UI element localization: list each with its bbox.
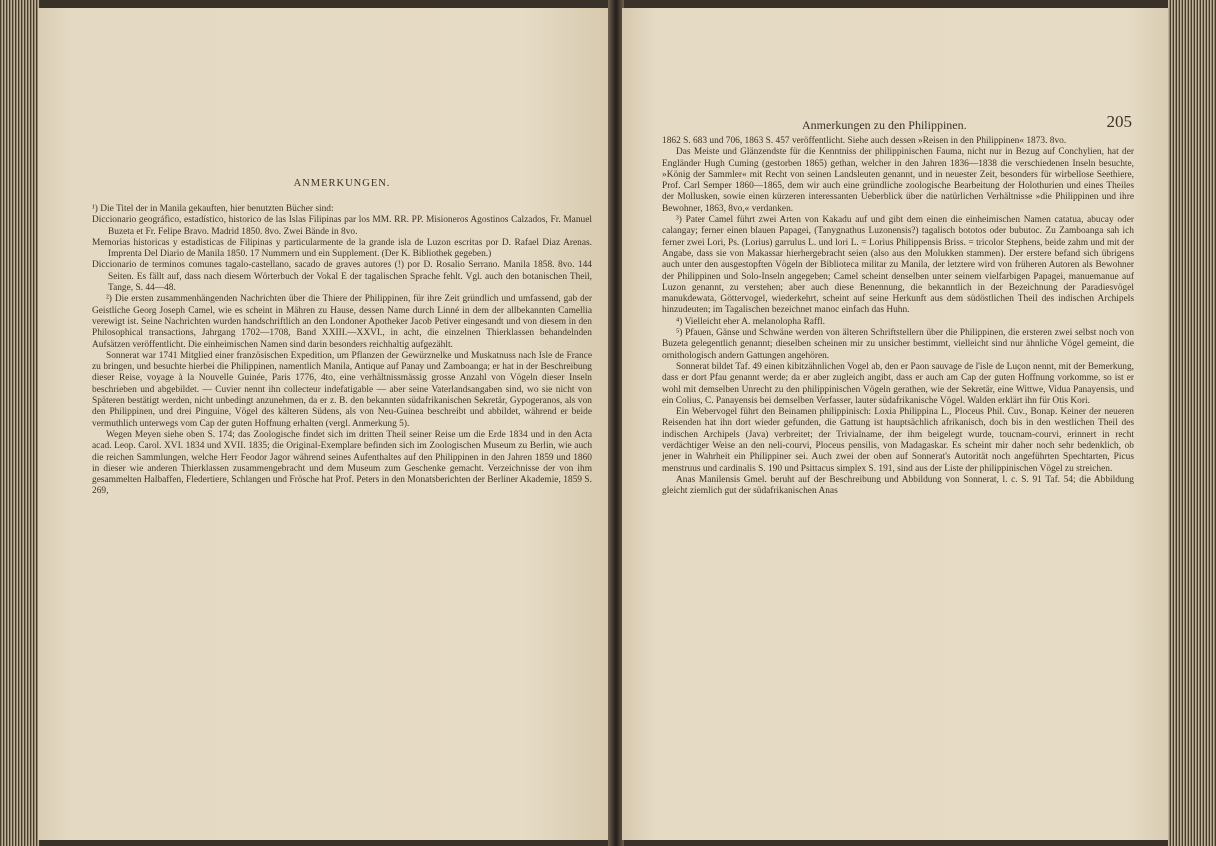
paragraph: 1862 S. 683 und 706, 1863 S. 457 veröffentlicht. Siehe auch dessen »Reisen in den Philippinen« 1873. 8vo.	[662, 136, 1067, 146]
footnote-5: ⁵) Pfauen, Gänse und Schwäne werden von älteren Schriftstellern über die Philippinen, die ersteren zwei selbst noch von Buzeta gelegentlich genannt; dieselben scheinen mir zu unsicher bestimmt, vielleicht sind nur ähnliche Vögel gemeint, die ornithologisch andern Gattungen angehören.	[662, 328, 1134, 361]
running-head: Anmerkungen zu den Philippinen.	[802, 118, 967, 132]
bibliography-entry: Diccionario geográfico, estadístico, historico de las Islas Filipinas par los MM. RR. PP. Misioneros Agostinos Calzados, Fr. Manuel Buzeta et Fr. Felipe Bravo. Madrid 1850. 8vo. Zwei Bände in 8vo.	[92, 215, 592, 237]
left-page	[38, 8, 610, 840]
paragraph: Wegen Meyen siehe oben S. 174; das Zoologische findet sich im dritten Theil seiner Reise um die Erde 1834 und in den Acta acad. Leop. Carol. XVI. 1834 und XVII. 1835; die Original-Exemplare befinden sich im Zoologischen Museum zu Berlin, wie auch die reichen Sammlungen, welche Herr Feodor Jagor während seines Aufenthaltes auf den Philippinen in den Jahren 1859 und 1860 in dieser wie anderen Thierklassen zusammengebracht und dem Museum zum Geschenke gemacht. Verzeichnisse der von ihm gesammelten Halbaffen, Fledertiere, Schlangen und Frösche hat Prof. Peters in den Monatsberichten der Berliner Akademie, 1859 S. 269,	[92, 429, 592, 497]
right-page	[622, 8, 1170, 840]
paragraph: Das Meiste und Glänzendste für die Kenntniss der philippinischen Fauma, nicht nur in Bezug auf Conchylien, hat der Engländer Hugh Cuming (gestorben 1865) gethan, welcher in den Jahren 1836—1838 die verschiedenen Inseln besuchte, »König der Sammler« mit Recht von seinen Landsleuten genannt, und in neuester Zeit, besonders für wirbellose Seethiere, Prof. Carl Semper 1860—1865, dem wir auch eine gründliche zoologische Bearbeitung der Holothurien und eines Theiles der Mollusken, sowie einen kürzeren interessanten Ueberblick über die natürlichen Verhältnisse »die Philippinen und ihre Bewohner, 1863, 8vo,« verdanken.	[662, 147, 1134, 214]
paragraph: Sonnerat bildet Taf. 49 einen kibitzähnlichen Vogel ab, den er Paon sauvage de l'isle de Luçon nennt, mit der Bemerkung, dass er dort Pfau genannt werde; da er aber zugleich angibt, dass er auch am Cap der guten Hoffnung vorkomme, so ist er wohl mit demselben Unrecht zu den philippinischen Vögeln gerathen, wie der Sekretär, eine Wittwe, Vidua Panayensis, und ein Colius, C. Panayensis bei demselben Verfasser, lauter südafrikanische Vögel. Walden erklärt ihn für Otis Kori.	[662, 361, 1134, 406]
section-heading: ANMERKUNGEN.	[293, 178, 391, 189]
paragraph: Ein Webervogel führt den Beinamen philippinisch: Loxia Philippina L., Ploceus Phil. Cuv., Bonap. Keiner der neueren Reisenden hat ihn dort wieder gefunden, die Gattung ist hauptsächlich afrikanisch, doch bis in den westlichen Theil des indischen Archipels (Java) verbreitet; der Trivialname, der ihm beigelegt wurde, toucnam-courvi, erinnert in recht verdächtiger Weise an den neli-courvi, Ploceus pensilis, von Madagaskar. Es scheint mir daher noch sehr bedenklich, ob jener in Wahrheit ein Philippiner sei. Auch zwei der oben auf Sonnerat's Autorität noch angeführten Spechtarten, Picus menstruus und cardinalis S. 190 und Psittacus simplex S. 191, sind aus der Liste der philippinischen Vögel zu streichen.	[662, 407, 1134, 474]
right-page-edges	[1168, 0, 1216, 846]
left-page-edges	[0, 0, 40, 846]
footnote-2: ²) Die ersten zusammenhängenden Nachrichten über die Thiere der Philippinen, für ihre Zeit gründlich und umfassend, gab der Geistliche Georg Joseph Camel, wie es scheint in Mähren zu Hause, dessen Name durch Linné in dem der allbekannten Camellia verewigt ist. Seine Nachrichten wurden handschriftlich an den Londoner Apotheker Jacob Petiver eingesandt und von diesem in den Philosophical transactions, Jahrgang 1702—1708, Band XXIII.—XXVI., in acht, die einzelnen Thierklassen behandelnden Aufsätzen veröffentlicht. Die einheimischen Namen sind darin besonders reichhaltig aufgezählt.	[92, 294, 592, 350]
footnote-4: ⁴) Vielleicht eher A. melanolopha Raffl.	[676, 316, 825, 327]
paragraph: Anas Manilensis Gmel. beruht auf der Beschreibung und Abbildung von Sonnerat, l. c. S. 91 Taf. 54; die Abbildung gleicht ziemlich gut der südafrikanischen Anas	[662, 474, 1134, 497]
left-page-text	[92, 204, 592, 498]
footnote-1-intro: ¹) Die Titel der in Manila gekauften, hier benutzten Bücher sind:	[92, 204, 334, 214]
footnote-3: ³) Pater Camel führt zwei Arten von Kakadu auf und gibt dem einen die einheimischen Namen catatua, abucay oder calangay; ferner einen blauen Papagei, (Tanygnathus Luzonensis?) tagalisch bototos oder bubutoc. Zu Zamboanga sah ich ferner zwei Lori, Ps. (Lorius) garrulus L. und lori L. = Lorius Philippensis Briss. = tricolor Stephens, beide zahm und mit der Angabe, dass sie von Makassar hierhergebracht seien (also aus den Molukken stammen). Der erstere befand sich übrigens auch unter den ausgestopften Vögeln der Biblioteca militar zu Manila, der letztere wird von früheren Autoren als Bewohner der Philippinen und Solo-Inseln angegeben; Camel scheint denselben unter seinem vielfarbigen Papagei, manuemanue auf Luzon genannt, zu verstehen; aber auch diese Benennung, die bekanntlich in der Bezeichnung der Paradiesvögel manukdewata, Göttervogel, wiederkehrt, scheint auf seine Herkunft aus dem südöstlichen Theil des indischen Archipels hinzudeuten; im Tagalischen bezeichnet manoc einfach das Huhn.	[662, 215, 1134, 316]
bibliography-entry: Memorias historicas y estadisticas de Filipinas y particularmente de la grande isla de Luzon escritas por D. Rafael Diaz Arenas. Imprenta Del Diario de Manila 1850. 17 Nummern und ein Supplement. (Der K. Bibliothek gegeben.)	[92, 237, 592, 260]
paragraph: Sonnerat war 1741 Mitglied einer französischen Expedition, um Pflanzen der Gewürznelke und Muskatnuss nach Isle de France zu bringen, und besuchte hierbei die Philippinen, namentlich Manila, Antique auf Panay und Zamboanga; er hat in der Beschreibung dieser Reise, voyage à la Nouvelle Guinée, Paris 1776, 4to, eine verhältnissmässig grosse Anzahl von Vögeln dieser Inseln beschrieben und abgebildet. — Cuvier nennt ihn collecteur indefatigable — aber seine Vaterlandsangaben sind, wo sie nicht von Späteren bestätigt werden, nicht unbedingt anzunehmen, da er z. B. den bekannten südafrikanischen Sekretär, Gypogeranos, als von den Philippinen, und drei Pinguine, Vögel des kälteren Südens, als von Neu-Guinea beschreibt und abbildet, während er beide vermuthlich unterwegs vom Cap der guten Hoffnung erhalten (vergl. Anmerkung 5).	[92, 350, 592, 429]
bibliography-entry: Diccionario de terminos comunes tagalo-castellano, sacado de graves autores (!) por D. Rosalio Serrano. Manila 1858. 8vo. 144 Seiten. Es fällt auf, dass nach diesem Wörterbuch der Vokal E der tagalischen Sprache fehlt. Vgl. auch den botanischen Theil, Tange, S. 44—48.	[92, 260, 592, 294]
right-page-text	[662, 136, 1134, 498]
page-number: 205	[1106, 112, 1132, 131]
